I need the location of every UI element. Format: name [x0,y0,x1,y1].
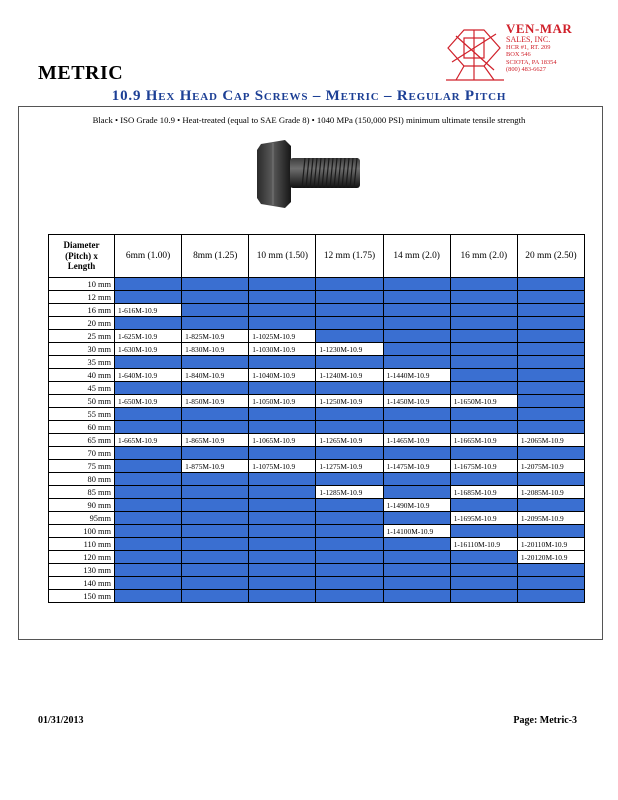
unavailable-cell [316,551,383,564]
part-number-cell: 1-865M-10.9 [182,434,249,447]
unavailable-cell [182,486,249,499]
unavailable-cell [450,317,517,330]
table-row [49,382,585,395]
unavailable-cell [249,356,316,369]
unavailable-cell [383,330,450,343]
unavailable-cell [316,499,383,512]
table-row [49,499,585,512]
part-number-cell: 1-20110M-10.9 [517,538,584,551]
part-number-cell: 1-665M-10.9 [115,434,182,447]
unavailable-cell [249,590,316,603]
unavailable-cell [316,512,383,525]
unavailable-cell [450,525,517,538]
unavailable-cell [450,408,517,421]
part-number-cell: 1-875M-10.9 [182,460,249,473]
unavailable-cell [249,304,316,317]
table-row [49,512,585,525]
unavailable-cell [316,330,383,343]
unavailable-cell [182,447,249,460]
unavailable-cell [383,577,450,590]
part-number-cell: 1-1065M-10.9 [249,434,316,447]
unavailable-cell [182,590,249,603]
corner-header-line: Diameter [63,240,100,251]
unavailable-cell [383,473,450,486]
unavailable-cell [249,486,316,499]
table-body [49,278,585,603]
unavailable-cell [182,525,249,538]
unavailable-cell [115,512,182,525]
unavailable-cell [383,486,450,499]
unavailable-cell [316,590,383,603]
column-header: 20 mm (2.50) [517,235,584,278]
company-name: VEN-MAR [506,21,573,36]
unavailable-cell [316,304,383,317]
column-header: 8mm (1.25) [182,235,249,278]
unavailable-cell [182,382,249,395]
unavailable-cell [115,382,182,395]
unavailable-cell [450,369,517,382]
part-number-cell: 1-16110M-10.9 [450,538,517,551]
part-number-cell: 1-1275M-10.9 [316,460,383,473]
unavailable-cell [249,473,316,486]
length-cell: 35 mm [49,356,115,369]
length-cell: 120 mm [49,551,115,564]
part-number-cell: 1-20120M-10.9 [517,551,584,564]
company-info [506,22,596,74]
unavailable-cell [383,551,450,564]
unavailable-cell [517,564,584,577]
unavailable-cell [517,369,584,382]
unavailable-cell [249,525,316,538]
column-header: 10 mm (1.50) [249,235,316,278]
length-cell: 70 mm [49,447,115,460]
unavailable-cell [249,577,316,590]
part-number-cell: 1-616M-10.9 [115,304,182,317]
unavailable-cell [517,278,584,291]
company-address-line: BOX 546 [506,51,531,59]
column-header: 16 mm (2.0) [450,235,517,278]
unavailable-cell [249,408,316,421]
unavailable-cell [450,343,517,356]
table-row [49,343,585,356]
unavailable-cell [182,278,249,291]
unavailable-cell [517,499,584,512]
unavailable-cell [316,525,383,538]
part-number-cell: 1-1230M-10.9 [316,343,383,356]
part-number-cell: 1-2085M-10.9 [517,486,584,499]
unavailable-cell [517,304,584,317]
length-cell: 80 mm [49,473,115,486]
part-number-cell: 1-830M-10.9 [182,343,249,356]
unavailable-cell [249,564,316,577]
part-number-cell: 1-1030M-10.9 [249,343,316,356]
part-number-cell: 1-1695M-10.9 [450,512,517,525]
unavailable-cell [450,577,517,590]
table-row [49,460,585,473]
unavailable-cell [115,291,182,304]
unavailable-cell [249,421,316,434]
part-number-cell: 1-1685M-10.9 [450,486,517,499]
unavailable-cell [115,590,182,603]
unavailable-cell [316,278,383,291]
unavailable-cell [517,447,584,460]
part-number-cell: 1-1285M-10.9 [316,486,383,499]
unavailable-cell [182,512,249,525]
part-number-cell: 1-825M-10.9 [182,330,249,343]
length-cell: 95mm [49,512,115,525]
unavailable-cell [182,499,249,512]
unavailable-cell [182,408,249,421]
part-number-cell: 1-2075M-10.9 [517,460,584,473]
unavailable-cell [115,473,182,486]
unavailable-cell [450,278,517,291]
table-row [49,317,585,330]
unavailable-cell [517,421,584,434]
column-header: 14 mm (2.0) [383,235,450,278]
length-cell: 90 mm [49,499,115,512]
unavailable-cell [182,421,249,434]
length-cell: 20 mm [49,317,115,330]
unavailable-cell [249,291,316,304]
unavailable-cell [450,330,517,343]
length-cell: 55 mm [49,408,115,421]
unavailable-cell [383,538,450,551]
part-number-cell: 1-1450M-10.9 [383,395,450,408]
unavailable-cell [316,447,383,460]
unavailable-cell [316,538,383,551]
unavailable-cell [450,564,517,577]
length-cell: 130 mm [49,564,115,577]
unavailable-cell [182,356,249,369]
unavailable-cell [182,564,249,577]
unavailable-cell [383,356,450,369]
unavailable-cell [115,447,182,460]
length-cell: 45 mm [49,382,115,395]
table-row [49,590,585,603]
unavailable-cell [316,291,383,304]
part-number-cell: 1-850M-10.9 [182,395,249,408]
unavailable-cell [517,291,584,304]
unavailable-cell [115,525,182,538]
unavailable-cell [249,512,316,525]
table-row [49,278,585,291]
table-row [49,421,585,434]
length-cell: 50 mm [49,395,115,408]
length-cell: 140 mm [49,577,115,590]
unavailable-cell [450,382,517,395]
unavailable-cell [182,473,249,486]
table-row [49,447,585,460]
unavailable-cell [383,317,450,330]
unavailable-cell [316,421,383,434]
length-cell: 60 mm [49,421,115,434]
unavailable-cell [383,343,450,356]
unavailable-cell [517,408,584,421]
part-number-cell: 1-2065M-10.9 [517,434,584,447]
length-cell: 25 mm [49,330,115,343]
unavailable-cell [249,447,316,460]
unavailable-cell [383,278,450,291]
unavailable-cell [450,551,517,564]
unavailable-cell [316,382,383,395]
unavailable-cell [182,304,249,317]
part-number-cell: 1-1040M-10.9 [249,369,316,382]
table-row [49,538,585,551]
unavailable-cell [383,564,450,577]
hex-bolt-image-icon [255,138,370,210]
part-number-cell: 1-1490M-10.9 [383,499,450,512]
corner-header-line: (Pitch) x [65,250,98,261]
unavailable-cell [249,499,316,512]
unavailable-cell [115,408,182,421]
unavailable-cell [517,382,584,395]
unavailable-cell [316,317,383,330]
unavailable-cell [115,356,182,369]
table-header-row [49,235,585,278]
unavailable-cell [517,577,584,590]
unavailable-cell [182,577,249,590]
footer-page-number: Page: Metric-3 [513,715,577,726]
unavailable-cell [249,538,316,551]
unavailable-cell [115,551,182,564]
unavailable-cell [517,473,584,486]
unavailable-cell [249,551,316,564]
unavailable-cell [517,317,584,330]
unavailable-cell [450,421,517,434]
part-number-cell: 1-840M-10.9 [182,369,249,382]
table-row [49,356,585,369]
unavailable-cell [115,499,182,512]
table-row [49,304,585,317]
table-row [49,369,585,382]
unavailable-cell [316,356,383,369]
unavailable-cell [517,525,584,538]
unavailable-cell [383,512,450,525]
part-number-cell: 1-1075M-10.9 [249,460,316,473]
column-header: 6mm (1.00) [115,235,182,278]
unavailable-cell [450,590,517,603]
unavailable-cell [115,538,182,551]
unavailable-cell [517,395,584,408]
part-number-cell: 1-2095M-10.9 [517,512,584,525]
unavailable-cell [383,421,450,434]
table-row [49,525,585,538]
length-cell: 110 mm [49,538,115,551]
unavailable-cell [182,317,249,330]
company-phone: (800) 483-6627 [506,66,546,74]
length-cell: 85 mm [49,486,115,499]
unavailable-cell [517,330,584,343]
part-number-cell: 1-1250M-10.9 [316,395,383,408]
length-cell: 12 mm [49,291,115,304]
table-row [49,551,585,564]
unavailable-cell [115,278,182,291]
unavailable-cell [450,304,517,317]
product-description: Black • ISO Grade 10.9 • Heat-treated (equal to SAE Grade 8) • 1040 MPa (150,000 PSI) minimum ultimate tensile strength [92,115,526,125]
unavailable-cell [115,421,182,434]
length-cell: 75 mm [49,460,115,473]
part-number-cell: 1-1240M-10.9 [316,369,383,382]
unavailable-cell [115,460,182,473]
unavailable-cell [450,499,517,512]
unavailable-cell [517,356,584,369]
unavailable-cell [182,551,249,564]
unavailable-cell [316,564,383,577]
table-row [49,408,585,421]
unavailable-cell [182,538,249,551]
part-number-cell: 1-630M-10.9 [115,343,182,356]
corner-header-line: Length [67,261,96,272]
length-cell: 30 mm [49,343,115,356]
part-number-cell: 1-1650M-10.9 [450,395,517,408]
table-row [49,395,585,408]
part-number-cell: 1-1475M-10.9 [383,460,450,473]
company-address-line: SCIOTA, PA 18354 [506,58,557,66]
part-number-cell: 1-1675M-10.9 [450,460,517,473]
length-cell: 40 mm [49,369,115,382]
part-number-cell: 1-625M-10.9 [115,330,182,343]
unavailable-cell [182,291,249,304]
corner-header [49,235,115,278]
unavailable-cell [249,278,316,291]
table-row [49,434,585,447]
company-line: SALES, INC. [506,35,551,44]
part-number-cell: 1-1050M-10.9 [249,395,316,408]
table-row [49,577,585,590]
unavailable-cell [383,590,450,603]
unavailable-cell [383,304,450,317]
part-number-cell: 1-1265M-10.9 [316,434,383,447]
unavailable-cell [115,486,182,499]
page-title: 10.9 Hex Head Cap Screws – Metric – Regular Pitch [111,88,507,104]
table-row [49,291,585,304]
company-address-line: HCR #1, RT. 209 [506,44,551,51]
part-number-cell: 1-14100M-10.9 [383,525,450,538]
section-heading: METRIC [38,62,124,84]
unavailable-cell [249,382,316,395]
length-cell: 16 mm [49,304,115,317]
part-number-cell: 1-1440M-10.9 [383,369,450,382]
unavailable-cell [517,590,584,603]
table-row [49,564,585,577]
unavailable-cell [316,577,383,590]
part-number-table [48,234,585,603]
length-cell: 100 mm [49,525,115,538]
unavailable-cell [450,291,517,304]
table-row [49,473,585,486]
unavailable-cell [316,408,383,421]
part-number-cell: 1-640M-10.9 [115,369,182,382]
unavailable-cell [450,447,517,460]
part-number-cell: 1-650M-10.9 [115,395,182,408]
unavailable-cell [517,343,584,356]
table-row [49,330,585,343]
length-cell: 150 mm [49,590,115,603]
table-row [49,486,585,499]
unavailable-cell [450,473,517,486]
unavailable-cell [383,447,450,460]
unavailable-cell [115,577,182,590]
unavailable-cell [383,382,450,395]
unavailable-cell [115,564,182,577]
unavailable-cell [383,291,450,304]
part-number-cell: 1-1025M-10.9 [249,330,316,343]
part-number-cell: 1-1465M-10.9 [383,434,450,447]
unavailable-cell [249,317,316,330]
part-number-cell: 1-1665M-10.9 [450,434,517,447]
unavailable-cell [383,408,450,421]
column-header: 12 mm (1.75) [316,235,383,278]
unavailable-cell [316,473,383,486]
length-cell: 65 mm [49,434,115,447]
unavailable-cell [450,356,517,369]
unavailable-cell [115,317,182,330]
length-cell: 10 mm [49,278,115,291]
footer-date: 01/31/2013 [38,715,84,726]
